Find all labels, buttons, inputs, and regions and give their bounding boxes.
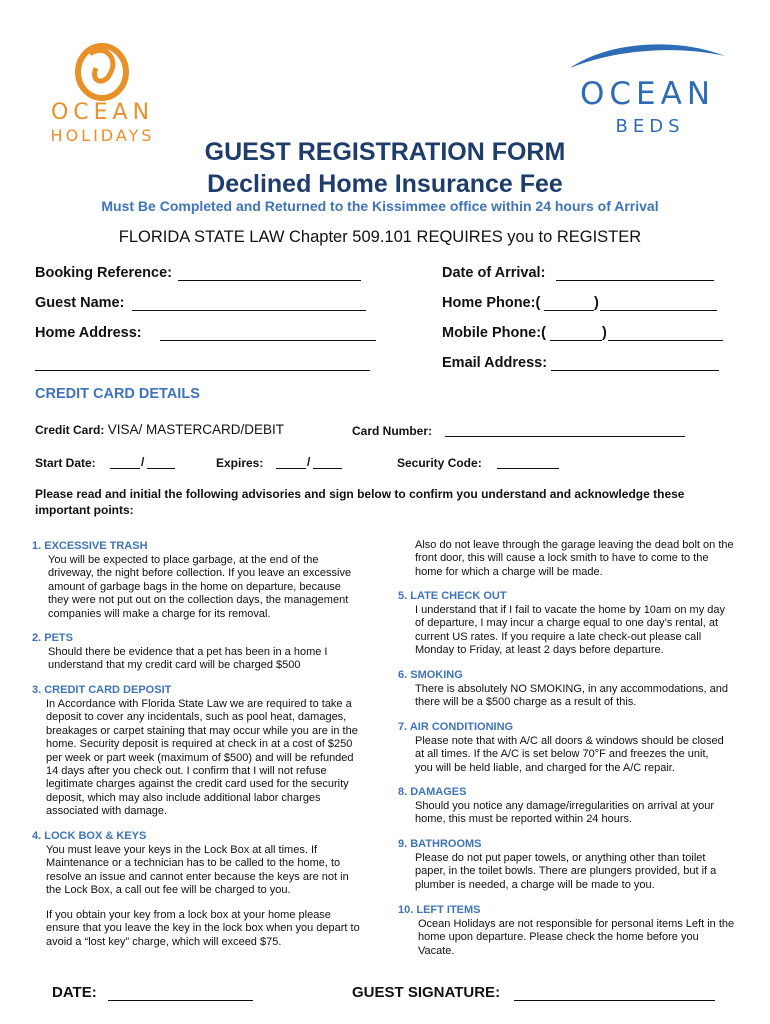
body-line: home for which a charge will be made. [415, 565, 603, 578]
return-notice: Must Be Completed and Returned to the Kissimmee office within 24 hours of Arrival [101, 198, 659, 214]
item-pets-title: 2. PETS [32, 632, 73, 644]
body-line: Ocean Holidays are not responsible for personal items Left in the [418, 918, 735, 930]
logo-right-line2: BEDS [615, 116, 685, 137]
card-number-line[interactable] [445, 436, 685, 437]
body-line: per week or part week (maximum of $500) and will be refunded [46, 751, 354, 764]
home-phone-number-line[interactable] [600, 310, 717, 311]
body-line: Please note that with A/C all doors & windows should be closed [415, 735, 724, 747]
item-credit-card-deposit-body [46, 698, 386, 819]
body-line: of departure, I may incur a charge equal to one day’s rental, at [415, 617, 719, 630]
mobile-phone-area-line[interactable] [550, 340, 602, 341]
card-number-label: Card Number: [352, 424, 433, 438]
body-line: plumber is needed, a charge will be made to you. [415, 878, 655, 891]
ocean-beds-wave-icon [560, 38, 735, 78]
body-line: ensure that you leave the key in the lock box when you depart to [46, 922, 360, 935]
body-line: the Lock Box, a call out fee will be charged to you. [46, 884, 291, 897]
expires-label: Expires: [216, 456, 264, 470]
item-credit-card-deposit-title: 3. CREDIT CARD DEPOSIT [32, 684, 172, 696]
body-line: there will be a $500 charge as a result of this. [415, 696, 637, 709]
home-address-line-1[interactable] [160, 340, 376, 341]
body-line: you will be held liable, and charged for the A/C repair. [415, 761, 675, 774]
start-date-year-line[interactable] [147, 468, 175, 469]
advisory-instructions: Please read and initial the following advisories and sign below to confirm you understand and acknowledge these important points: [35, 487, 685, 517]
item-smoking-title: 6. SMOKING [398, 669, 463, 681]
item-lock-box-body [46, 844, 386, 898]
booking-reference-line[interactable] [178, 280, 361, 281]
item-lock-box-title: 4. LOCK BOX & KEYS [32, 830, 147, 842]
body-line: Should there be evidence that a pet has been in a home I [48, 646, 328, 658]
body-line: Please do not put paper towels, or anything other than toilet [415, 852, 706, 864]
expires-slash: / [307, 455, 311, 469]
body-line: I understand that if I fail to vacate the home by 10am on my day [415, 604, 726, 616]
body-line: deposit, which may also include additional labor charges [46, 791, 321, 804]
item-damages-body [415, 800, 755, 827]
item-left-items-body [418, 918, 758, 958]
guest-name-label: Guest Name: [35, 295, 125, 311]
body-line: breakages or carpet staining that may occur while you are in the [46, 724, 358, 737]
item-late-check-out-title: 5. LATE CHECK OUT [398, 590, 507, 602]
date-line[interactable] [108, 1000, 253, 1001]
ocean-holidays-swirl-icon [40, 42, 165, 102]
start-date-slash: / [141, 455, 145, 469]
mobile-phone-paren: ) [602, 325, 607, 341]
body-line: understand that my credit card will be charged $500 [48, 659, 301, 672]
item-smoking-body [415, 683, 755, 710]
credit-card-types: VISA/ MASTERCARD/DEBIT [107, 422, 284, 437]
body-line: home upon departure. Please check the home before you [418, 931, 699, 944]
body-line: driveway, the night before collection. If you leave an excessive [48, 567, 352, 580]
body-line: 14 days after you check out. I confirm that I will not refuse [46, 765, 327, 778]
booking-reference-label: Booking Reference: [35, 265, 172, 281]
logo-left-line1: OCEAN [50, 100, 155, 125]
home-address-label: Home Address: [35, 325, 142, 341]
date-of-arrival-line[interactable] [556, 280, 714, 281]
body-line: There is absolutely NO SMOKING, in any accommodations, and [415, 683, 729, 695]
security-code-line[interactable] [497, 468, 559, 469]
body-line: In Accordance with Florida State Law we are required to take a [46, 698, 352, 710]
item-air-conditioning-title: 7. AIR CONDITIONING [398, 721, 514, 733]
security-code-label: Security Code: [397, 456, 482, 470]
body-line: associated with damage. [46, 805, 168, 818]
home-address-line-2[interactable] [35, 370, 370, 371]
date-of-arrival-label: Date of Arrival: [442, 265, 546, 281]
body-line: front door, this will cause a lock smith to have to come to the [415, 552, 709, 565]
body-line: Also do not leave through the garage leaving the dead bolt on the [415, 539, 734, 551]
body-line: You will be expected to place garbage, at the end of the [48, 554, 319, 566]
body-line: companies will make a charge for its removal. [48, 607, 271, 620]
body-line: amount of garbage bags in the home on departure, because [48, 580, 341, 593]
item-air-conditioning-body [415, 735, 755, 775]
credit-card-heading: CREDIT CARD DETAILS [35, 386, 200, 402]
guest-signature-label: GUEST SIGNATURE: [352, 984, 501, 1001]
florida-law-notice: FLORIDA STATE LAW Chapter 509.101 REQUIRES you to REGISTER [118, 228, 642, 246]
body-line: Maintenance or a technician has to be called to the home, to [46, 857, 341, 870]
expires-year-line[interactable] [313, 468, 342, 469]
item-left-items-title: 10. LEFT ITEMS [398, 904, 481, 916]
start-date-month-line[interactable] [110, 468, 140, 469]
form-title: GUEST REGISTRATION FORM [204, 138, 566, 166]
item-excessive-trash-title: 1. EXCESSIVE TRASH [32, 540, 148, 552]
expires-month-line[interactable] [276, 468, 306, 469]
garage-note [415, 539, 755, 579]
item-bathrooms-body [415, 852, 755, 892]
lock-box-extra-note [46, 909, 386, 949]
email-address-label: Email Address: [442, 355, 548, 371]
home-phone-label: Home Phone:( [442, 295, 541, 311]
body-line: deposit to cover any incidentals, such as pool heat, damages, [46, 711, 347, 724]
email-address-line[interactable] [551, 370, 719, 371]
home-phone-paren: ) [594, 295, 599, 311]
guest-name-line[interactable] [132, 310, 366, 311]
date-label: DATE: [52, 984, 97, 1001]
body-line: You must leave your keys in the Lock Box at all times. If [46, 844, 318, 856]
item-excessive-trash-body [48, 554, 383, 621]
credit-card-label: Credit Card: [35, 423, 105, 437]
logo-right-line1: OCEAN [579, 76, 716, 112]
credit-card-row [35, 422, 284, 437]
body-line: Should you notice any damage/irregularities on arrival at your [415, 800, 714, 812]
ocean-beds-logo [560, 38, 735, 138]
body-line: Vacate. [418, 944, 455, 957]
body-line: If you obtain your key from a lock box at your home please [46, 909, 331, 921]
ocean-holidays-logo [40, 42, 165, 152]
body-line: they were not put out on the collection days, the management [48, 594, 349, 607]
body-line: home, this must be reported within 24 hours. [415, 813, 633, 826]
logo-left-line2: HOLIDAYS [50, 126, 155, 145]
guest-signature-line[interactable] [514, 1000, 715, 1001]
item-pets-body [48, 646, 383, 673]
item-damages-title: 8. DAMAGES [398, 786, 467, 798]
body-line: Monday to Friday, at least 2 days before departure. [415, 644, 664, 657]
body-line: avoid a “lost key” charge, which will exceed $75. [46, 935, 282, 948]
body-line: legitimate charges against the credit card used for the security [46, 778, 349, 791]
body-line: current US rates. If you require a late check-out please call [415, 630, 702, 643]
home-phone-area-line[interactable] [544, 310, 594, 311]
mobile-phone-label: Mobile Phone:( [442, 325, 546, 341]
start-date-label: Start Date: [35, 456, 96, 470]
body-line: home. Security deposit is required at check in at a cost of $250 [46, 738, 353, 751]
item-late-check-out-body [415, 604, 755, 658]
body-line: paper, in the toilet bowls. There are plungers provided, but if a [415, 865, 717, 878]
form-subtitle-title: Declined Home Insurance Fee [207, 170, 563, 198]
mobile-phone-number-line[interactable] [608, 340, 723, 341]
body-line: at all times. If the A/C is set below 70°F and freezes the unit, [415, 748, 709, 761]
item-bathrooms-title: 9. BATHROOMS [398, 838, 482, 850]
body-line: resolve an issue and cannot enter because the keys are not in [46, 870, 349, 883]
